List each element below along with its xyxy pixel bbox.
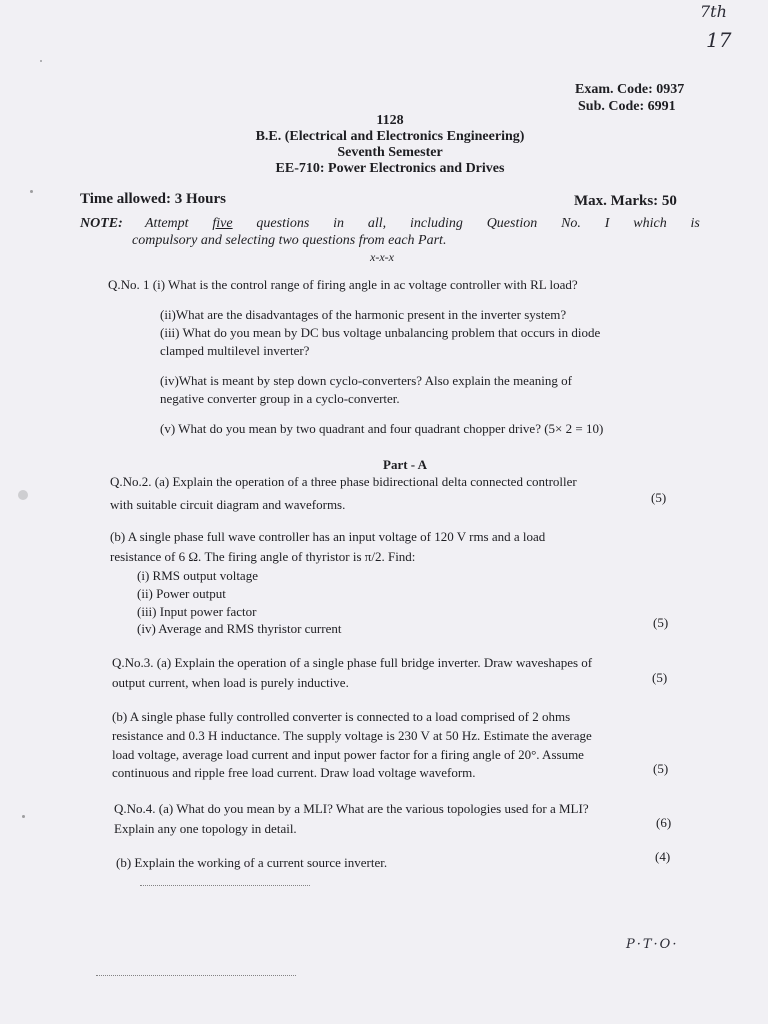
q1-part-v: (v) What do you mean by two quadrant and four quadrant chopper drive? (5× 2 = 10) bbox=[160, 421, 604, 436]
scan-speck bbox=[40, 60, 42, 62]
q2-a-marks: (5) bbox=[651, 490, 667, 505]
handwritten-note-top: 7th bbox=[700, 2, 727, 21]
max-marks: Max. Marks: 50 bbox=[574, 193, 677, 209]
q4-b: (b) Explain the working of a current source inverter. bbox=[116, 855, 388, 870]
note-word: which bbox=[633, 216, 667, 231]
pto-note: P·T·O· bbox=[626, 937, 679, 952]
q1-part-iii-line2: clamped multilevel inverter? bbox=[160, 343, 310, 358]
q2-b-item: (iii) Input power factor bbox=[137, 604, 257, 619]
q3-b-line4: continuous and ripple free load current. Draw load voltage waveform. bbox=[112, 765, 476, 780]
q2-b-line2: resistance of 6 Ω. The firing angle of thyristor is π/2. Find: bbox=[110, 549, 416, 564]
q1-part-iii-line1: (iii) What do you mean by DC bus voltage unbalancing problem that occurs in diode bbox=[160, 325, 601, 340]
q2-b-marks: (5) bbox=[653, 615, 669, 630]
q1-part-iv-line2: negative converter group in a cyclo-converter. bbox=[160, 391, 400, 406]
scan-speck bbox=[22, 815, 25, 818]
semester-title: Seventh Semester bbox=[337, 145, 443, 160]
q3-a-line1: Q.No.3. (a) Explain the operation of a single phase full bridge inverter. Draw waveshapes of bbox=[112, 655, 593, 670]
note-word-emphasis: five bbox=[212, 216, 233, 231]
degree-title: B.E. (Electrical and Electronics Engineering) bbox=[255, 129, 525, 144]
q1-part-iv-line1: (iv)What is meant by step down cyclo-converters? Also explain the meaning of bbox=[160, 373, 572, 388]
q4-a-marks: (6) bbox=[656, 815, 672, 830]
q3-a-line2: output current, when load is purely inductive. bbox=[112, 675, 349, 690]
note-word: Attempt bbox=[145, 216, 189, 231]
q2-b-item: (i) RMS output voltage bbox=[137, 568, 258, 583]
q3-b-line1: (b) A single phase fully controlled converter is connected to a load comprised of 2 ohms bbox=[112, 709, 571, 724]
part-a-heading: Part - A bbox=[383, 457, 428, 472]
note-word: Question bbox=[486, 216, 538, 231]
q2-b-item: (iv) Average and RMS thyristor current bbox=[137, 621, 342, 636]
q2-a-line2: with suitable circuit diagram and waveforms. bbox=[110, 497, 346, 512]
note-word: all, bbox=[367, 216, 387, 231]
q4-b-marks: (4) bbox=[655, 849, 671, 864]
q1-part-ii: (ii)What are the disadvantages of the harmonic present in the inverter system? bbox=[160, 307, 567, 322]
q2-a-line1: Q.No.2. (a) Explain the operation of a three phase bidirectional delta connected controller bbox=[110, 474, 577, 489]
note-word: No. bbox=[561, 216, 581, 231]
scan-speck bbox=[30, 190, 33, 193]
q1-part-i: Q.No. 1 (i) What is the control range of firing angle in ac voltage controller with RL load? bbox=[108, 277, 578, 292]
course-title: EE-710: Power Electronics and Drives bbox=[275, 161, 505, 176]
note-word: including bbox=[409, 216, 463, 231]
time-allowed: Time allowed: 3 Hours bbox=[80, 191, 226, 207]
scan-noise-line bbox=[96, 975, 296, 977]
paper-number: 1128 bbox=[376, 113, 404, 128]
q2-b-line1: (b) A single phase full wave controller has an input voltage of 120 V rms and a load bbox=[110, 529, 546, 544]
note-word: I bbox=[604, 216, 610, 231]
q3-a-marks: (5) bbox=[652, 670, 668, 685]
q4-a-line2: Explain any one topology in detail. bbox=[114, 821, 297, 836]
exam-code: Exam. Code: 0937 bbox=[575, 82, 685, 97]
q2-b-item: (ii) Power output bbox=[137, 586, 226, 601]
note-word: in bbox=[333, 216, 345, 231]
q3-b-line2: resistance and 0.3 H inductance. The supply voltage is 230 V at 50 Hz. Estimate the average bbox=[112, 728, 592, 743]
q3-b-marks: (5) bbox=[653, 761, 669, 776]
note-line-2: compulsory and selecting two questions from each Part. bbox=[132, 233, 447, 248]
sub-code: Sub. Code: 6991 bbox=[578, 99, 676, 114]
note-word: questions bbox=[256, 216, 310, 231]
q3-b-line3: load voltage, average load current and input power factor for a firing angle of 20°. Assume bbox=[112, 747, 584, 762]
note-line-1 bbox=[145, 216, 700, 232]
handwritten-note-number: 17 bbox=[706, 28, 732, 52]
note-word: is bbox=[690, 216, 700, 231]
scan-noise-line bbox=[140, 885, 310, 887]
note-label: NOTE: bbox=[80, 216, 123, 231]
q4-a-line1: Q.No.4. (a) What do you mean by a MLI? What are the various topologies used for a MLI? bbox=[114, 801, 589, 816]
punch-hole-mark bbox=[18, 490, 28, 500]
separator: x-x-x bbox=[370, 250, 394, 264]
